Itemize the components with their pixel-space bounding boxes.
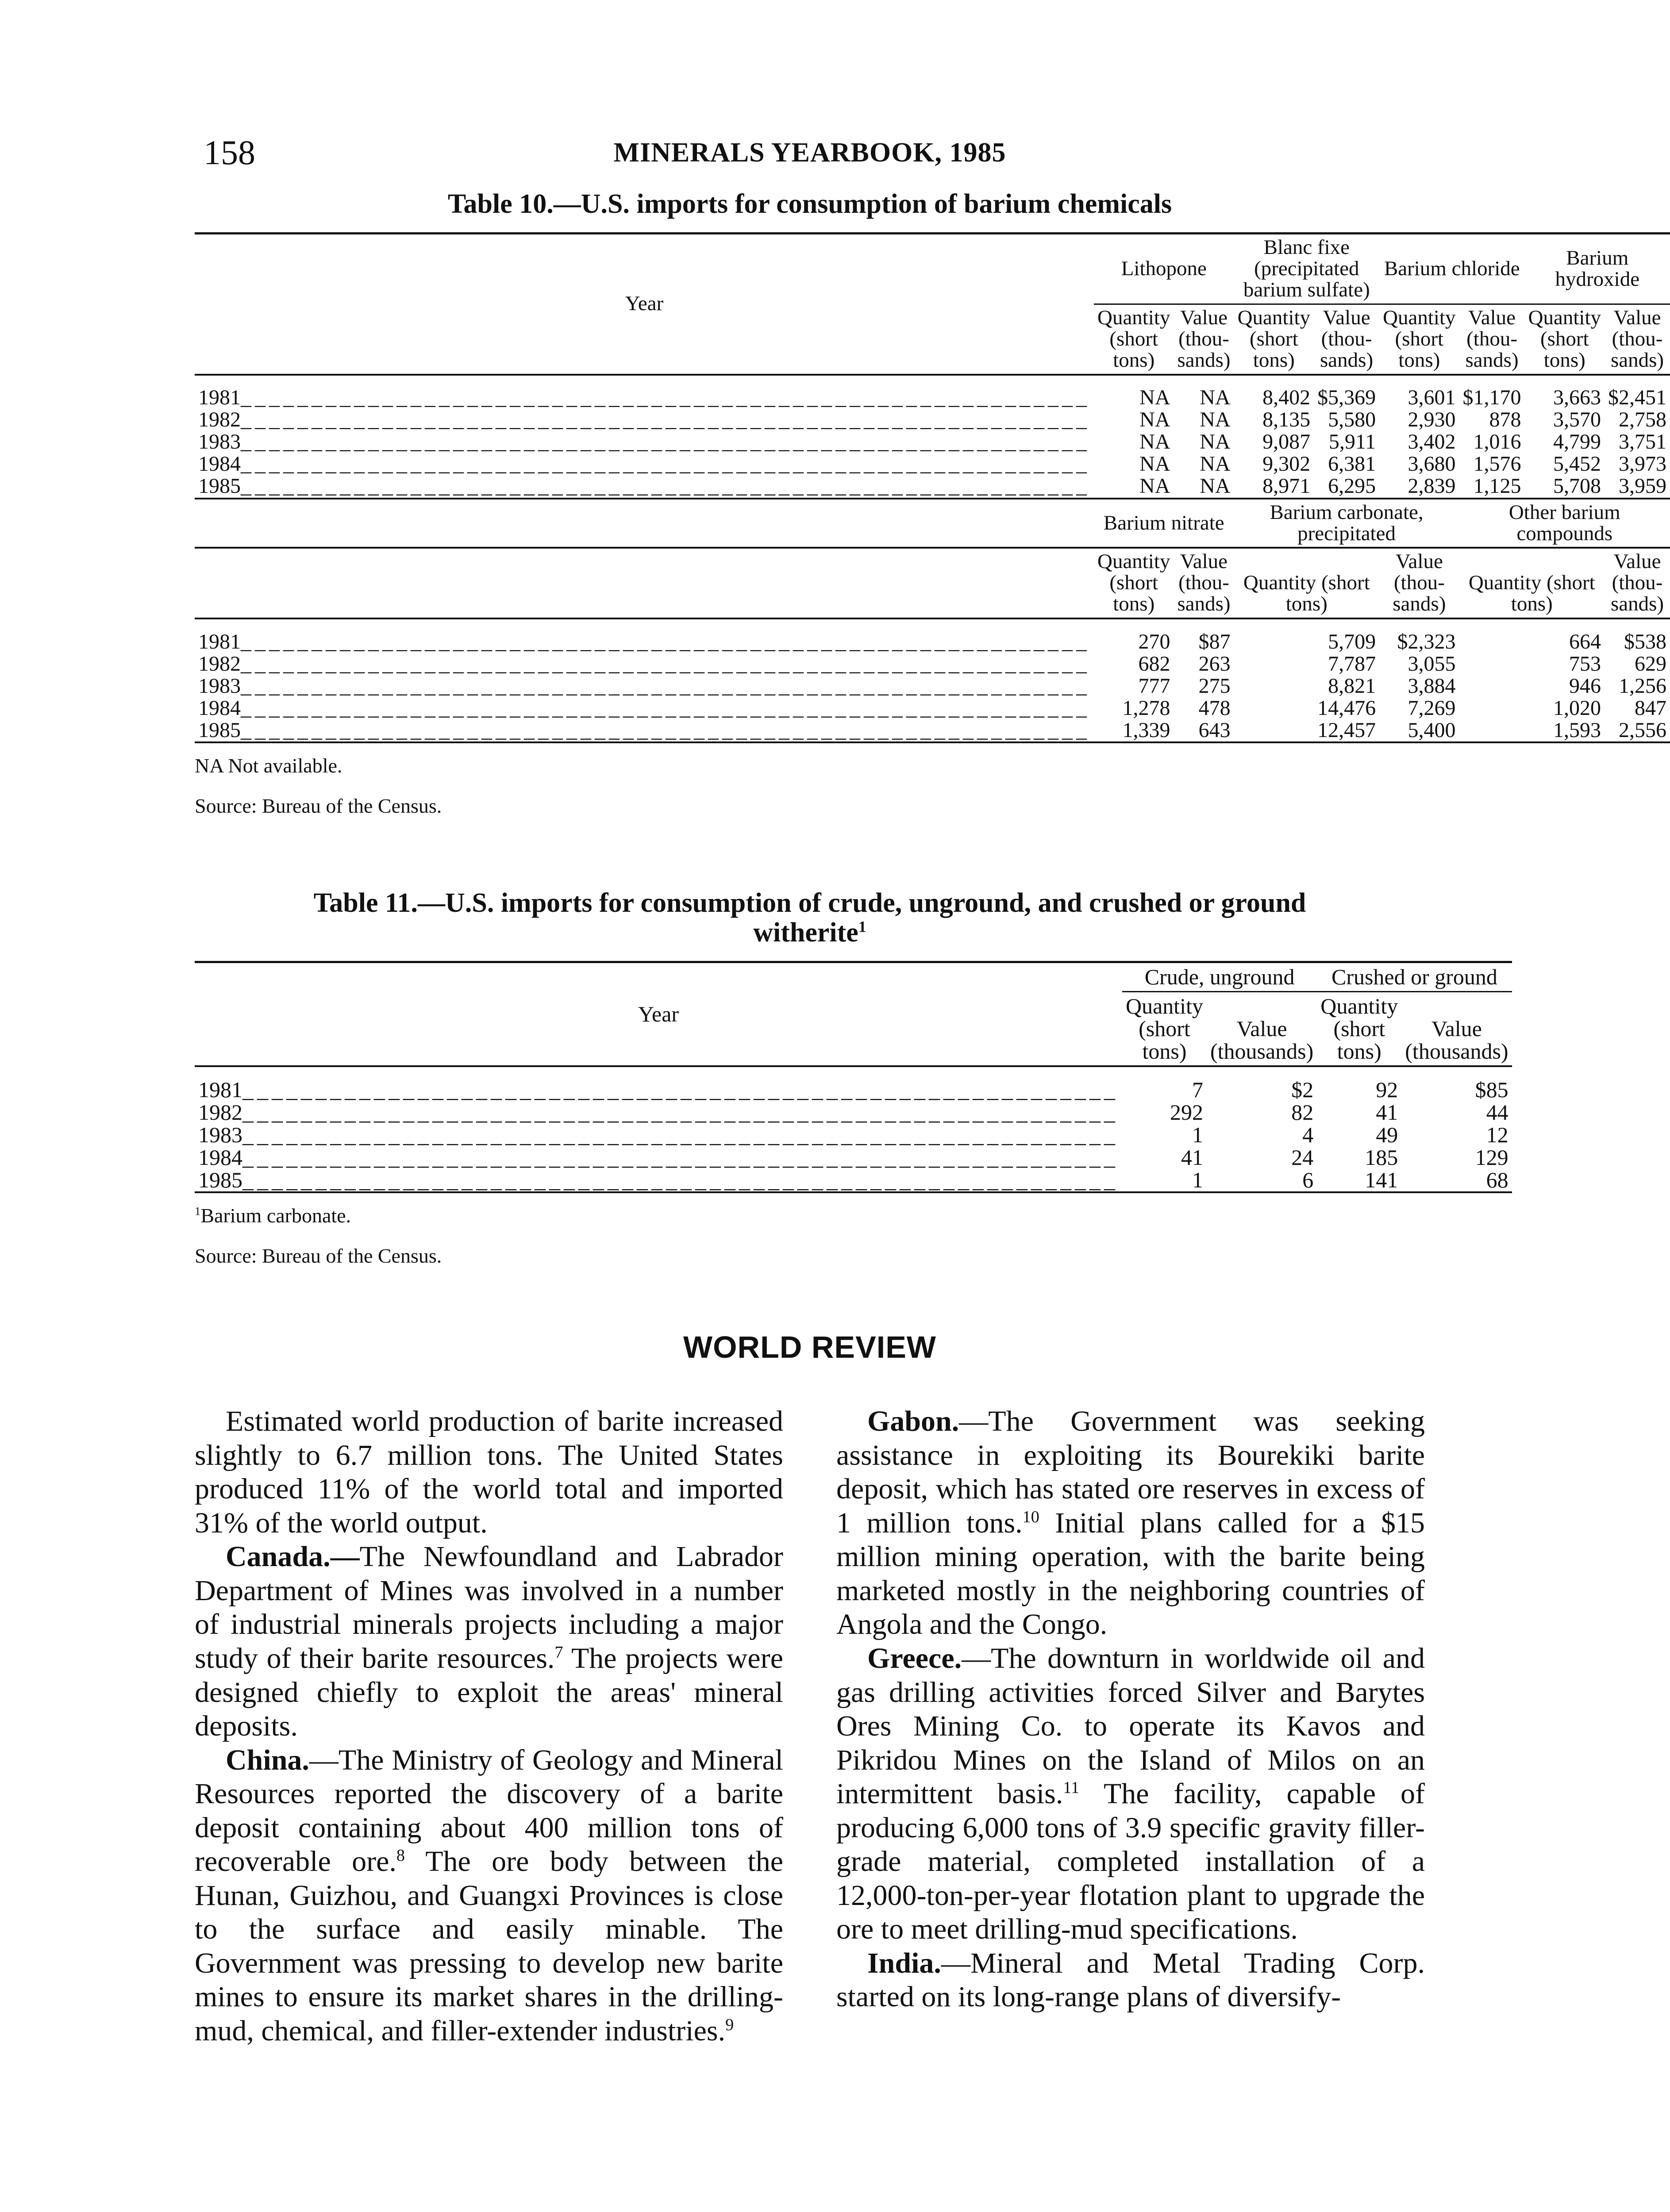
quantity-header: Quantity (short tons)	[1237, 306, 1311, 372]
paragraph: Canada.—The Newfoundland and Labrador Department of Mines was involved in a number of industrial minerals projects including a major study of their barite resources.$^7$ The projects were designed chiefly to exploit the areas' mineral deposits.	[195, 1540, 783, 1743]
table-row	[195, 476, 1670, 499]
value-cell: 82	[1291, 1100, 1314, 1125]
value-cell: 1,256	[1619, 674, 1667, 698]
value-header: Value (thou- sands)	[1610, 306, 1664, 372]
value-cell: 5,452	[1553, 452, 1601, 476]
year-cell: 1984____________________________________________________________	[198, 1145, 1119, 1170]
paragraph: Gabon.—The Government was seeking assistance in exploiting its Bourekiki barite deposit, which has stated ore reserves in excess of 1 million tons.$^{10}$ Initial plans called for a $15 million mining operation, with the barite being marketed mostly in the neighboring countries of Angola and the Congo.	[836, 1405, 1425, 1641]
quantity-header: Quantity (short tons)	[1528, 306, 1601, 372]
value-cell: 24	[1291, 1145, 1314, 1170]
value-cell: NA	[1139, 430, 1170, 454]
value-cell: 44	[1486, 1100, 1508, 1125]
value-cell: $2,451	[1608, 386, 1667, 410]
value-cell: 1	[1192, 1167, 1203, 1193]
group-header: Barium nitrate	[1103, 511, 1224, 534]
year-cell: 1985____________________________________________________________	[198, 718, 1090, 742]
value-cell: 12,457	[1317, 718, 1376, 742]
quantity-header: Quantity (short tons)	[1126, 994, 1203, 1064]
value-cell: 2,930	[1408, 408, 1456, 432]
value-cell: 7,269	[1408, 696, 1456, 720]
year-cell: 1985____________________________________________________________	[198, 1167, 1119, 1193]
table-row	[195, 719, 1670, 742]
value-cell: 1,125	[1473, 474, 1521, 498]
year-cell: 1984____________________________________________________________	[198, 452, 1090, 476]
value-header: Value (thou- sands)	[1465, 306, 1519, 372]
body-columns	[195, 1405, 1425, 2048]
value-cell: 3,959	[1619, 474, 1667, 498]
value-cell: 5,709	[1328, 630, 1376, 653]
table-row	[195, 409, 1670, 431]
quantity-header: Quantity (short tons)	[1320, 994, 1398, 1064]
value-cell: 478	[1198, 696, 1231, 720]
value-cell: 3,055	[1408, 652, 1456, 676]
value-cell: 878	[1489, 408, 1521, 432]
value-cell: 643	[1198, 718, 1231, 742]
table-row	[195, 453, 1670, 476]
value-header: Value (thousands)	[1405, 1016, 1508, 1064]
table11-footnote: $^1$Barium carbonate.	[195, 1204, 351, 1227]
paragraph: China.—The Ministry of Geology and Mineral Resources reported the discovery of a barite deposit containing about 400 million tons of recoverable ore.$^8$ The ore body between the Hunan, Guizhou, and Guangxi Provinces is close to the surface and easily minable. The Government was pressing to develop new barite mines to ensure its market shares in the drilling-mud, chemical, and filler-extender industries.$^9$	[195, 1743, 783, 2047]
value-cell: 6,381	[1328, 452, 1376, 476]
value-cell: 141	[1365, 1167, 1398, 1193]
table11-source: Source: Bureau of the Census.	[195, 1244, 442, 1267]
value-cell: NA	[1200, 386, 1231, 410]
group-header: Crushed or ground	[1317, 962, 1512, 992]
table10-title: Table 10.—U.S. imports for consumption of barium chemicals	[447, 189, 1172, 219]
quantity-header: Quantity (short tons)	[1383, 306, 1456, 372]
value-cell: 12	[1486, 1122, 1508, 1148]
value-cell: 41	[1376, 1100, 1398, 1125]
value-cell: 9,302	[1262, 452, 1311, 476]
value-cell: 185	[1365, 1145, 1398, 1170]
value-cell: 5,400	[1408, 718, 1456, 742]
year-cell: 1981____________________________________________________________	[198, 630, 1090, 653]
value-cell: 14,476	[1317, 696, 1376, 720]
value-cell: 7,787	[1328, 652, 1376, 676]
value-cell: 3,663	[1553, 386, 1601, 410]
value-cell: 270	[1138, 630, 1170, 653]
value-cell: 1,593	[1553, 718, 1601, 742]
section-heading: WORLD REVIEW	[683, 1330, 936, 1365]
page-number: 158	[204, 133, 255, 172]
value-cell: 49	[1376, 1122, 1398, 1148]
paragraph: India.—Mineral and Metal Trading Corp. started on its long-range plans of diversify-	[836, 1947, 1425, 2013]
value-cell: NA	[1139, 474, 1170, 498]
table-row	[195, 631, 1670, 653]
value-cell: 8,821	[1328, 674, 1376, 698]
running-header	[195, 133, 1425, 181]
value-cell: 41	[1181, 1145, 1203, 1170]
value-cell: 3,402	[1408, 430, 1456, 454]
value-cell: $1,170	[1462, 386, 1521, 410]
value-cell: $2	[1291, 1077, 1314, 1102]
value-cell: 3,751	[1619, 430, 1667, 454]
year-cell: 1982____________________________________________________________	[198, 408, 1090, 432]
value-cell: 777	[1138, 674, 1170, 698]
year-cell: 1983____________________________________________________________	[198, 674, 1090, 698]
value-header: Value (thousands)	[1210, 1016, 1314, 1064]
value-cell: 8,135	[1262, 408, 1311, 432]
column-right	[836, 1405, 1425, 2048]
value-cell: 4,799	[1553, 430, 1601, 454]
table-row	[195, 653, 1670, 675]
value-cell: 9,087	[1262, 430, 1311, 454]
value-cell: NA	[1139, 452, 1170, 476]
value-cell: 4	[1302, 1122, 1314, 1148]
group-header: Other barium compounds	[1508, 500, 1620, 545]
year-cell: 1983____________________________________________________________	[198, 430, 1090, 454]
value-cell: 682	[1138, 652, 1170, 676]
value-cell: 1,016	[1473, 430, 1521, 454]
value-cell: NA	[1200, 408, 1231, 432]
value-cell: NA	[1139, 408, 1170, 432]
value-cell: $5,369	[1317, 386, 1376, 410]
value-cell: 629	[1635, 652, 1667, 676]
table-row	[195, 697, 1670, 719]
table10	[195, 232, 1670, 743]
table-row	[195, 431, 1670, 453]
table-row	[195, 1124, 1512, 1146]
value-cell: 8,402	[1262, 386, 1311, 410]
value-cell: 664	[1569, 630, 1601, 653]
group-header: Barium hydroxide	[1525, 233, 1670, 304]
value-cell: 3,973	[1619, 452, 1667, 476]
year-cell: 1982____________________________________________________________	[198, 652, 1090, 676]
value-cell: NA	[1200, 430, 1231, 454]
paragraph: Estimated world production of barite increased slightly to 6.7 million tons. The United States produced 11% of the world total and imported 31% of the world output.	[195, 1405, 783, 1539]
value-cell: 3,884	[1408, 674, 1456, 698]
group-header: Lithopone	[1094, 233, 1234, 304]
quantity-header: Quantity (short tons)	[1468, 571, 1595, 616]
quantity-header: Quantity (short tons)	[1097, 306, 1170, 372]
group-header: Barium carbonate, precipitated	[1270, 500, 1424, 545]
value-header: Value (thou- sands)	[1393, 550, 1446, 616]
value-cell: 275	[1198, 674, 1231, 698]
group-header: Blanc fixe (precipitated barium sulfate)	[1234, 233, 1379, 304]
table-row	[195, 1079, 1512, 1101]
value-cell: 753	[1569, 652, 1601, 676]
value-cell: 6	[1302, 1167, 1314, 1193]
value-cell: 292	[1170, 1100, 1203, 1125]
year-cell: 1981____________________________________________________________	[198, 386, 1090, 410]
value-cell: $87	[1198, 630, 1231, 653]
table10-note: NA Not available.	[195, 754, 342, 777]
value-cell: 1,339	[1122, 718, 1170, 742]
value-cell: $2,323	[1397, 630, 1456, 653]
value-cell: 6,295	[1328, 474, 1376, 498]
value-cell: 2,839	[1408, 474, 1456, 498]
running-title: MINERALS YEARBOOK, 1985	[613, 138, 1006, 168]
value-cell: 1,020	[1553, 696, 1601, 720]
group-header: Crude, unground	[1122, 962, 1317, 992]
year-cell: 1981____________________________________________________________	[198, 1077, 1119, 1102]
value-cell: 8,971	[1262, 474, 1311, 498]
value-cell: NA	[1139, 386, 1170, 410]
value-cell: NA	[1200, 474, 1231, 498]
value-cell: 2,556	[1619, 718, 1667, 742]
document-page	[195, 133, 1667, 2048]
value-cell: 129	[1475, 1145, 1508, 1170]
value-cell: 946	[1569, 674, 1601, 698]
table-row	[195, 387, 1670, 409]
paragraph: Greece.—The downturn in worldwide oil and gas drilling activities forced Silver and Barytes Ores Mining Co. to operate its Kavos and Pikridou Mines on the Island of Milos on an intermittent basis.$^{11}$ The facility, capable of producing 6,000 tons of 3.9 specific gravity filler-grade material, completed installation of a 12,000-ton-per-year flotation plant to upgrade the ore to meet drilling-mud specifications.	[836, 1642, 1425, 1946]
value-cell: 1	[1192, 1122, 1203, 1148]
quantity-header: Quantity (short tons)	[1243, 571, 1370, 616]
quantity-header: Quantity (short tons)	[1097, 550, 1170, 616]
value-cell: $85	[1475, 1077, 1508, 1102]
value-header: Value (thou- sands)	[1610, 550, 1664, 616]
group-header: Barium chloride	[1379, 233, 1524, 304]
year-cell: 1985____________________________________________________________	[198, 474, 1090, 498]
value-cell: 3,680	[1408, 452, 1456, 476]
table-row	[195, 1169, 1512, 1192]
table-row	[195, 675, 1670, 697]
year-cell: 1984____________________________________________________________	[198, 696, 1090, 720]
year-cell: 1983____________________________________________________________	[198, 1122, 1119, 1148]
value-cell: 68	[1486, 1167, 1508, 1193]
value-cell: 3,570	[1553, 408, 1601, 432]
year-cell: 1982____________________________________________________________	[198, 1100, 1119, 1125]
value-cell: 5,708	[1553, 474, 1601, 498]
value-cell: 263	[1198, 652, 1231, 676]
value-cell: 5,911	[1328, 430, 1376, 454]
table11-title: Table 11.—U.S. imports for consumption of crude, unground, and crushed or ground witherite$^1$	[313, 888, 1306, 948]
value-cell: $538	[1624, 630, 1667, 653]
value-cell: 5,580	[1328, 408, 1376, 432]
value-cell: 1,278	[1122, 696, 1170, 720]
value-cell: 7	[1192, 1077, 1203, 1102]
value-header: Value (thou- sands)	[1177, 306, 1231, 372]
table-row	[195, 1101, 1512, 1124]
value-cell: 92	[1376, 1077, 1398, 1102]
value-cell: 847	[1635, 696, 1667, 720]
table10-source: Source: Bureau of the Census.	[195, 795, 442, 818]
value-cell: 2,758	[1619, 408, 1667, 432]
value-cell: 1,576	[1473, 452, 1521, 476]
column-left	[195, 1405, 783, 2048]
value-cell: 3,601	[1408, 386, 1456, 410]
table-row	[195, 1146, 1512, 1169]
year-header: Year	[638, 1002, 679, 1027]
table11	[195, 961, 1512, 1193]
value-header: Value (thou- sands)	[1320, 306, 1374, 372]
value-header: Value (thou- sands)	[1177, 550, 1231, 616]
year-header: Year	[625, 292, 664, 315]
value-cell: NA	[1200, 452, 1231, 476]
